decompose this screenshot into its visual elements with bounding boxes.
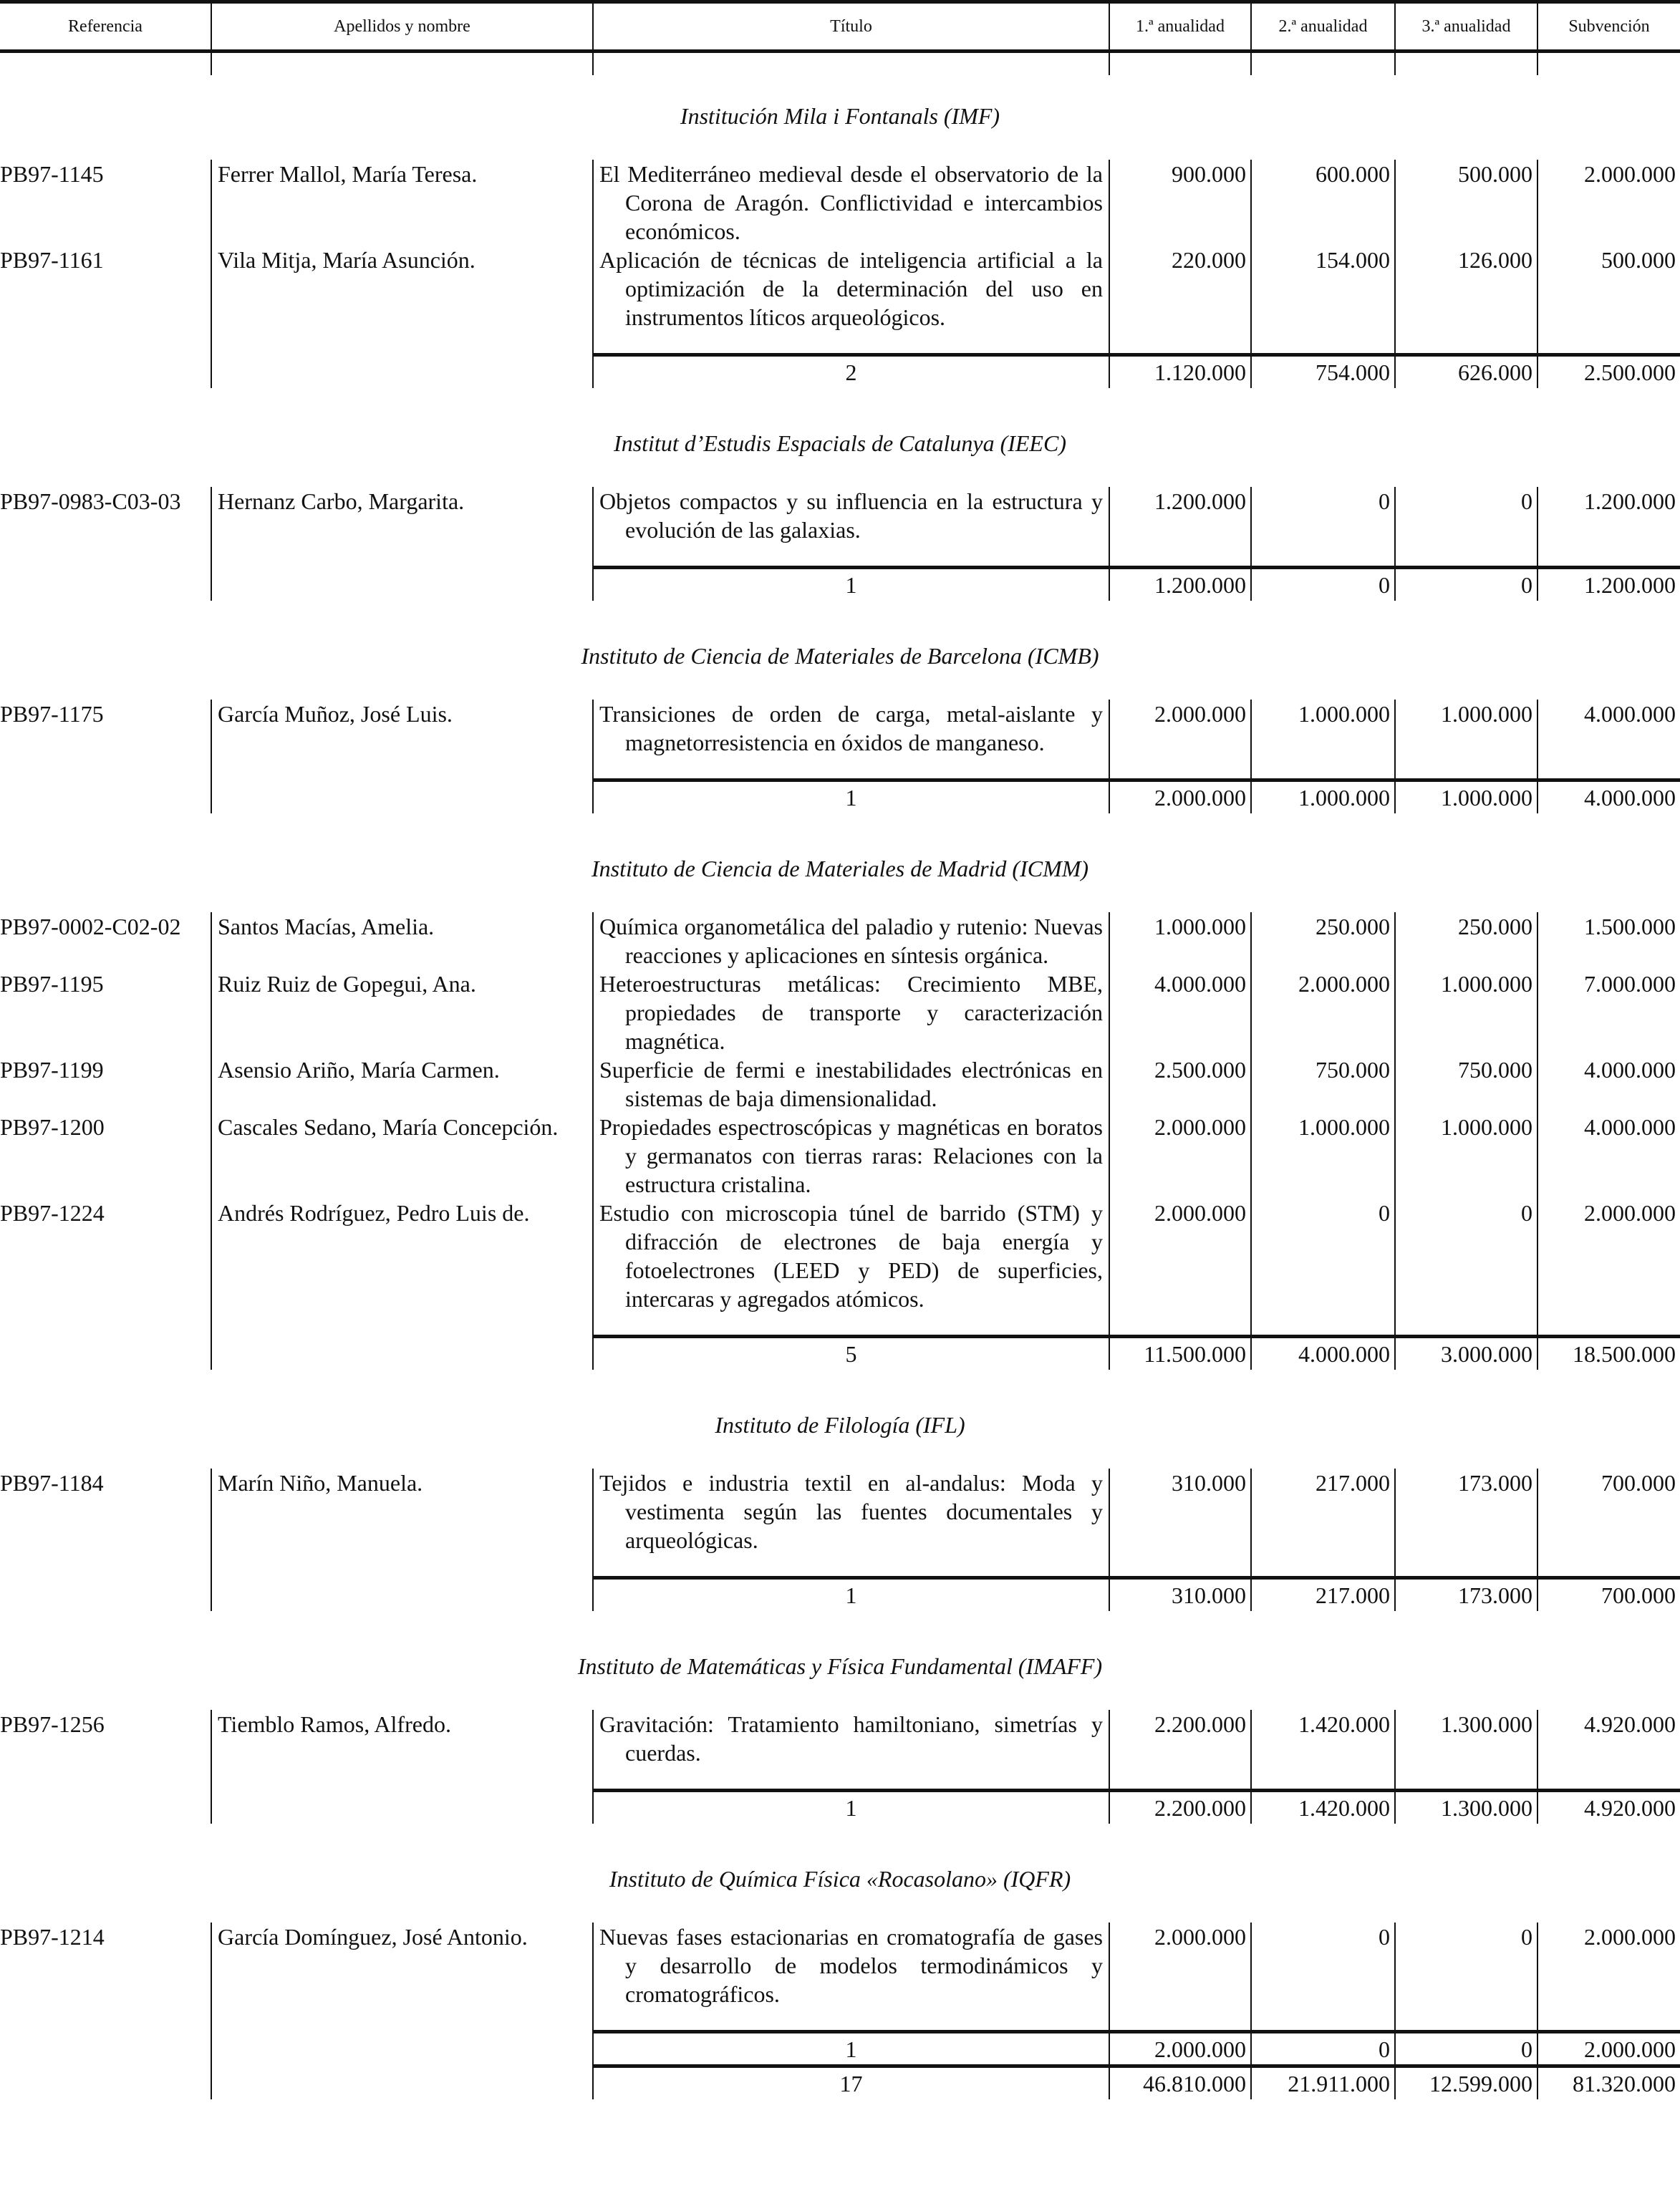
empty-cell	[1394, 757, 1537, 778]
empty-cell	[211, 1554, 592, 1576]
empty-cell	[0, 566, 211, 601]
empty-cell	[0, 2064, 211, 2099]
reference-cell: PB97-1256	[0, 1711, 105, 1737]
count-cell: 1	[592, 566, 1109, 601]
amount-a3: 1.300.000	[1394, 1789, 1537, 1824]
count-cell: 5	[592, 1335, 1109, 1370]
empty-cell	[1109, 1554, 1250, 1576]
empty-cell	[1537, 544, 1680, 566]
name-cell: Cascales Sedano, María Concepción.	[211, 1113, 592, 1199]
amount-a2: 21.911.000	[1250, 2064, 1394, 2099]
empty-cell	[1109, 1313, 1250, 1335]
amount-a2: 750.000	[1250, 1055, 1394, 1113]
empty-cell	[1250, 1554, 1394, 1576]
amount-a2: 4.000.000	[1250, 1335, 1394, 1370]
empty-cell	[0, 332, 211, 353]
count-cell: 17	[592, 2064, 1109, 2099]
title-cell: Heteroestructuras metálicas: Crecimiento MBE, propiedades de transporte y caracterización magnética.	[592, 969, 1109, 1055]
amount-a3: 1.000.000	[1394, 969, 1537, 1055]
row-spacer	[0, 332, 1680, 353]
row-spacer	[0, 1313, 1680, 1335]
empty-cell	[1394, 544, 1537, 566]
empty-cell	[211, 1335, 592, 1370]
empty-cell	[1394, 1767, 1537, 1789]
header-referencia: Referencia	[68, 16, 143, 36]
empty-cell	[211, 778, 592, 813]
institution-section	[0, 841, 1680, 1369]
amount-a3: 3.000.000	[1394, 1335, 1537, 1370]
title-cell: Transiciones de orden de carga, metal-aislante y magnetorresistencia en óxidos de manganeso.	[592, 700, 1109, 757]
subtotal-row	[0, 566, 1680, 600]
amount-a1: 310.000	[1109, 1469, 1250, 1554]
empty-cell	[1394, 1313, 1537, 1335]
amount-a3: 1.300.000	[1394, 1710, 1537, 1767]
amount-a1: 900.000	[1109, 160, 1250, 246]
table-row	[0, 700, 1680, 757]
amount-a1: 2.000.000	[1109, 1113, 1250, 1199]
amount-a3: 0	[1394, 1923, 1537, 2008]
count-cell: 1	[592, 778, 1109, 813]
empty-cell	[592, 2008, 1109, 2030]
spacer	[0, 1453, 1680, 1469]
empty-cell	[211, 1313, 592, 1335]
name-cell: Vila Mitja, María Asunción.	[211, 246, 592, 332]
empty-cell	[1537, 2008, 1680, 2030]
amount-a2: 250.000	[1250, 912, 1394, 969]
title-cell: El Mediterráneo medieval desde el observatorio de la Corona de Aragón. Conflictividad e intercambios económicos.	[592, 160, 1109, 246]
empty-cell	[211, 332, 592, 353]
reference-cell: PB97-0983-C03-03	[0, 488, 181, 514]
title-cell: Superficie de fermi e inestabilidades electrónicas en sistemas de baja dimensionalidad.	[592, 1055, 1109, 1113]
table-row	[0, 1469, 1680, 1554]
table-header	[0, 0, 1680, 53]
institution-section	[0, 415, 1680, 600]
institution-title: Institución Mila i Fontanals (IMF)	[680, 103, 1000, 129]
empty-cell	[592, 332, 1109, 353]
amount-total: 4.920.000	[1537, 1710, 1680, 1767]
amount-total: 4.920.000	[1537, 1789, 1680, 1824]
subtotal-row	[0, 1576, 1680, 1610]
table-row	[0, 1710, 1680, 1767]
amount-total: 18.500.000	[1537, 1335, 1680, 1370]
subtotal-row	[0, 1335, 1680, 1369]
empty-cell	[592, 1767, 1109, 1789]
amount-a1: 2.000.000	[1109, 2030, 1250, 2065]
empty-cell	[1250, 1313, 1394, 1335]
amount-total: 1.500.000	[1537, 912, 1680, 969]
row-spacer	[0, 544, 1680, 566]
empty-cell	[1250, 2008, 1394, 2030]
empty-cell	[211, 2008, 592, 2030]
amount-a1: 46.810.000	[1109, 2064, 1250, 2099]
reference-cell: PB97-1145	[0, 161, 104, 187]
empty-cell	[211, 2064, 592, 2099]
empty-cell	[1109, 2008, 1250, 2030]
empty-cell	[1109, 757, 1250, 778]
spacer	[0, 1694, 1680, 1710]
header-stub	[0, 53, 1680, 75]
amount-total: 4.000.000	[1537, 1113, 1680, 1199]
table-row	[0, 969, 1680, 1055]
amount-a1: 2.000.000	[1109, 1199, 1250, 1313]
grand-total-row	[0, 2064, 1680, 2099]
title-cell: Química organometálica del paladio y rutenio: Nuevas reacciones y aplicaciones en síntesis orgánica.	[592, 912, 1109, 969]
title-cell: Tejidos e industria textil en al-andalus: Moda y vestimenta según las fuentes documentales y arqueológicas.	[592, 1469, 1109, 1554]
institution-title: Instituto de Química Física «Rocasolano» (IQFR)	[609, 1866, 1071, 1892]
empty-cell	[211, 1767, 592, 1789]
spacer	[0, 1907, 1680, 1923]
amount-a1: 2.200.000	[1109, 1789, 1250, 1824]
amount-total: 1.200.000	[1537, 487, 1680, 544]
amount-a2: 1.420.000	[1250, 1710, 1394, 1767]
empty-cell	[0, 1313, 211, 1335]
table-row	[0, 246, 1680, 332]
name-cell: Asensio Ariño, María Carmen.	[211, 1055, 592, 1113]
reference-cell: PB97-1161	[0, 247, 104, 273]
amount-total: 2.000.000	[1537, 2030, 1680, 2065]
empty-cell	[0, 1335, 211, 1370]
header-anualidad-3: 3.ª anualidad	[1394, 4, 1537, 49]
empty-cell	[592, 757, 1109, 778]
amount-a1: 220.000	[1109, 246, 1250, 332]
amount-a3: 173.000	[1394, 1576, 1537, 1611]
title-cell: Aplicación de técnicas de inteligencia artificial a la optimización de la determinación del uso en instrumentos líticos arqueológicos.	[592, 246, 1109, 332]
amount-a3: 0	[1394, 487, 1537, 544]
empty-cell	[1537, 1554, 1680, 1576]
amount-total: 81.320.000	[1537, 2064, 1680, 2099]
institution-title: Institut d’Estudis Espacials de Catalunya (IEEC)	[614, 430, 1066, 456]
row-spacer	[0, 2008, 1680, 2030]
amount-a1: 2.000.000	[1109, 1923, 1250, 2008]
amount-total: 2.000.000	[1537, 160, 1680, 246]
amount-a2: 0	[1250, 2030, 1394, 2065]
amount-a2: 0	[1250, 1199, 1394, 1313]
empty-cell	[0, 1767, 211, 1789]
name-cell: Marín Niño, Manuela.	[211, 1469, 592, 1554]
empty-cell	[1250, 1767, 1394, 1789]
amount-a2: 0	[1250, 487, 1394, 544]
name-cell: Ferrer Mallol, María Teresa.	[211, 160, 592, 246]
reference-cell: PB97-1224	[0, 1200, 105, 1226]
amount-total: 700.000	[1537, 1469, 1680, 1554]
amount-a2: 0	[1250, 566, 1394, 601]
amount-a2: 1.420.000	[1250, 1789, 1394, 1824]
header-anualidad-1: 1.ª anualidad	[1109, 4, 1250, 49]
amount-a2: 217.000	[1250, 1469, 1394, 1554]
institution-title: Instituto de Ciencia de Materiales de Barcelona (ICMB)	[581, 643, 1099, 669]
amount-total: 7.000.000	[1537, 969, 1680, 1055]
reference-cell: PB97-1200	[0, 1114, 105, 1140]
institution-section	[0, 88, 1680, 387]
table-row	[0, 1113, 1680, 1199]
table-row	[0, 912, 1680, 969]
spacer	[0, 471, 1680, 487]
amount-a1: 1.200.000	[1109, 566, 1250, 601]
amount-a2: 1.000.000	[1250, 1113, 1394, 1199]
header-titulo: Título	[592, 4, 1109, 49]
amount-a2: 217.000	[1250, 1576, 1394, 1611]
empty-cell	[592, 1554, 1109, 1576]
empty-cell	[0, 1576, 211, 1611]
title-cell: Gravitación: Tratamiento hamiltoniano, simetrías y cuerdas.	[592, 1710, 1109, 1767]
title-cell: Nuevas fases estacionarias en cromatografía de gases y desarrollo de modelos termodinámicos y cromatográficos.	[592, 1923, 1109, 2008]
count-cell: 2	[592, 353, 1109, 388]
table-row	[0, 1923, 1680, 2008]
table-row	[0, 487, 1680, 544]
amount-a2: 1.000.000	[1250, 700, 1394, 757]
amount-total: 1.200.000	[1537, 566, 1680, 601]
empty-cell	[211, 1789, 592, 1824]
empty-cell	[1394, 1554, 1537, 1576]
amount-a1: 11.500.000	[1109, 1335, 1250, 1370]
amount-total: 2.000.000	[1537, 1199, 1680, 1313]
empty-cell	[0, 1554, 211, 1576]
empty-cell	[592, 1313, 1109, 1335]
amount-a3: 0	[1394, 2030, 1537, 2065]
amount-a2: 0	[1250, 1923, 1394, 2008]
empty-cell	[1537, 332, 1680, 353]
name-cell: Tiemblo Ramos, Alfredo.	[211, 1710, 592, 1767]
name-cell: García Muñoz, José Luis.	[211, 700, 592, 757]
empty-cell	[1109, 1767, 1250, 1789]
amount-a3: 1.000.000	[1394, 700, 1537, 757]
empty-cell	[1537, 1313, 1680, 1335]
amount-a1: 2.000.000	[1109, 700, 1250, 757]
institution-title: Instituto de Matemáticas y Física Fundamental (IMAFF)	[577, 1653, 1103, 1679]
spacer	[0, 896, 1680, 912]
subtotal-row	[0, 2030, 1680, 2064]
amount-total: 500.000	[1537, 246, 1680, 332]
row-spacer	[0, 1554, 1680, 1576]
reference-cell: PB97-1195	[0, 971, 104, 997]
empty-cell	[211, 544, 592, 566]
amount-a1: 4.000.000	[1109, 969, 1250, 1055]
reference-cell: PB97-1199	[0, 1057, 104, 1083]
empty-cell	[0, 544, 211, 566]
reference-cell: PB97-1175	[0, 701, 104, 727]
empty-cell	[1250, 757, 1394, 778]
empty-cell	[0, 778, 211, 813]
table-row	[0, 1055, 1680, 1113]
amount-a3: 500.000	[1394, 160, 1537, 246]
reference-cell: PB97-1184	[0, 1470, 104, 1496]
amount-a2: 2.000.000	[1250, 969, 1394, 1055]
amount-a3: 12.599.000	[1394, 2064, 1537, 2099]
empty-cell	[1537, 757, 1680, 778]
empty-cell	[0, 1789, 211, 1824]
empty-cell	[0, 757, 211, 778]
name-cell: Santos Macías, Amelia.	[211, 912, 592, 969]
name-cell: García Domínguez, José Antonio.	[211, 1923, 592, 2008]
amount-total: 2.500.000	[1537, 353, 1680, 388]
subtotal-row	[0, 1789, 1680, 1823]
amount-total: 4.000.000	[1537, 1055, 1680, 1113]
amount-a3: 0	[1394, 1199, 1537, 1313]
empty-cell	[1394, 2008, 1537, 2030]
amount-a3: 1.000.000	[1394, 1113, 1537, 1199]
institution-section	[0, 628, 1680, 813]
amount-total: 4.000.000	[1537, 700, 1680, 757]
amount-a1: 1.120.000	[1109, 353, 1250, 388]
empty-cell	[211, 757, 592, 778]
amount-a3: 1.000.000	[1394, 778, 1537, 813]
empty-cell	[1250, 332, 1394, 353]
amount-a3: 0	[1394, 566, 1537, 601]
amount-a2: 600.000	[1250, 160, 1394, 246]
amount-a2: 754.000	[1250, 353, 1394, 388]
subtotal-row	[0, 778, 1680, 813]
empty-cell	[0, 2008, 211, 2030]
amount-total: 2.000.000	[1537, 1923, 1680, 2008]
row-spacer	[0, 1767, 1680, 1789]
subtotal-row	[0, 353, 1680, 387]
amount-a1: 1.000.000	[1109, 912, 1250, 969]
institution-section	[0, 1638, 1680, 1823]
amount-a3: 626.000	[1394, 353, 1537, 388]
title-cell: Objetos compactos y su influencia en la estructura y evolución de las galaxias.	[592, 487, 1109, 544]
empty-cell	[1109, 544, 1250, 566]
amount-total: 4.000.000	[1537, 778, 1680, 813]
title-cell: Propiedades espectroscópicas y magnéticas en boratos y germanatos con tierras raras: Relaciones con la estructura cristalina.	[592, 1113, 1109, 1199]
header-anualidad-2: 2.ª anualidad	[1250, 4, 1394, 49]
empty-cell	[1394, 332, 1537, 353]
empty-cell	[1109, 332, 1250, 353]
empty-cell	[0, 2030, 211, 2065]
name-cell: Ruiz Ruiz de Gopegui, Ana.	[211, 969, 592, 1055]
empty-cell	[211, 566, 592, 601]
empty-cell	[1537, 1767, 1680, 1789]
row-spacer	[0, 757, 1680, 778]
empty-cell	[211, 353, 592, 388]
header-subvencion: Subvención	[1537, 4, 1680, 49]
amount-a2: 1.000.000	[1250, 778, 1394, 813]
empty-cell	[592, 544, 1109, 566]
amount-a3: 750.000	[1394, 1055, 1537, 1113]
reference-cell: PB97-1214	[0, 1924, 105, 1950]
amount-a3: 173.000	[1394, 1469, 1537, 1554]
institution-title: Instituto de Filología (IFL)	[715, 1412, 965, 1438]
table-row	[0, 1199, 1680, 1313]
amount-a3: 250.000	[1394, 912, 1537, 969]
title-cell: Estudio con microscopia túnel de barrido (STM) y difracción de electrones de baja energía y fotoelectrones (LEED y PED) de superficies, intercaras y agregados atómicos.	[592, 1199, 1109, 1313]
institution-section	[0, 1851, 1680, 2064]
empty-cell	[211, 2030, 592, 2065]
amount-a1: 310.000	[1109, 1576, 1250, 1611]
institution-title: Instituto de Ciencia de Materiales de Madrid (ICMM)	[591, 856, 1089, 881]
empty-cell	[211, 1576, 592, 1611]
empty-cell	[1250, 544, 1394, 566]
name-cell: Andrés Rodríguez, Pedro Luis de.	[211, 1199, 592, 1313]
amount-total: 700.000	[1537, 1576, 1680, 1611]
reference-cell: PB97-0002-C02-02	[0, 914, 181, 939]
amount-a1: 2.000.000	[1109, 778, 1250, 813]
amount-a1: 2.500.000	[1109, 1055, 1250, 1113]
amount-a3: 126.000	[1394, 246, 1537, 332]
spacer	[0, 144, 1680, 160]
table-body	[0, 88, 1680, 2099]
name-cell: Hernanz Carbo, Margarita.	[211, 487, 592, 544]
spacer	[0, 684, 1680, 700]
count-cell: 1	[592, 1576, 1109, 1611]
institution-section	[0, 1397, 1680, 1610]
header-apellidos-nombre: Apellidos y nombre	[211, 4, 592, 49]
table-row	[0, 160, 1680, 246]
amount-a1: 2.200.000	[1109, 1710, 1250, 1767]
amount-a1: 1.200.000	[1109, 487, 1250, 544]
count-cell: 1	[592, 1789, 1109, 1824]
amount-a2: 154.000	[1250, 246, 1394, 332]
count-cell: 1	[592, 2030, 1109, 2065]
empty-cell	[0, 353, 211, 388]
